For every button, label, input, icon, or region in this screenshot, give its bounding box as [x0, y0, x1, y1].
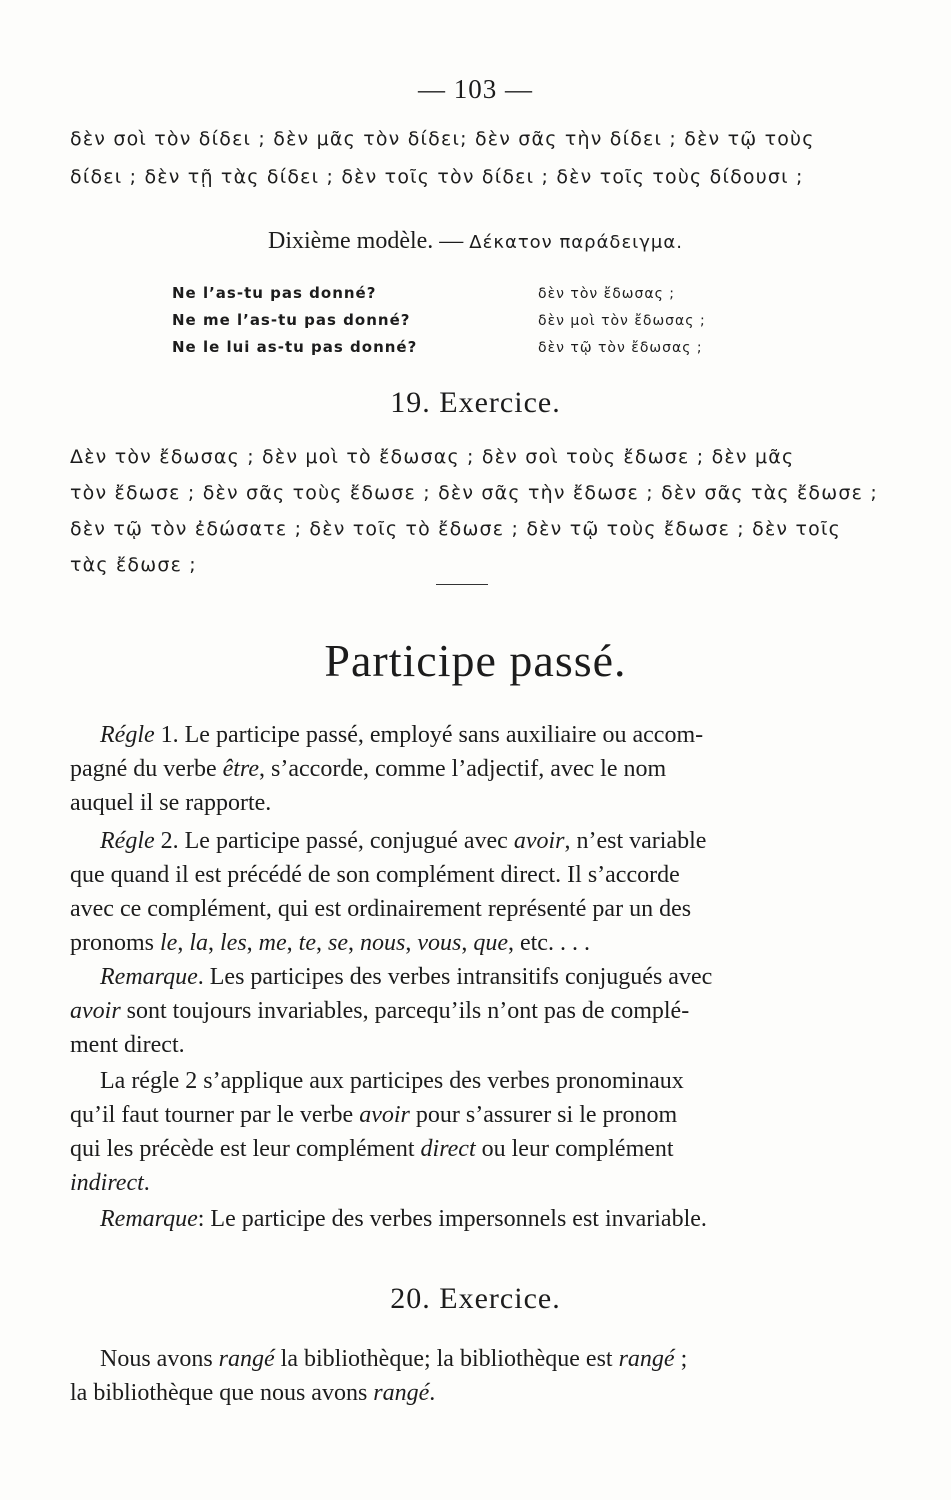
remarque-label: Remarque [100, 1206, 198, 1232]
note-line: qui les précède est leur complément direct ou leur complément [70, 1136, 674, 1162]
regle-label: Régle [100, 722, 155, 748]
model-heading-fr: Dixième modèle. — [268, 228, 464, 254]
model-row-gr: δὲν μοὶ τὸν ἔδωσας ; [538, 313, 706, 329]
greek-line: Δὲν τὸν ἔδωσας ; δὲν μοὶ τὸ ἔδωσας ; δὲν σοὶ τοὺς ἔδωσε ; δὲν μᾶς [70, 446, 795, 468]
regle1-line: Régle 1. Le participe passé, employé sans auxiliaire ou accom- [100, 722, 704, 748]
model-heading [0, 228, 951, 255]
remarque1-line: avoir sont toujours invariables, parcequ’ils n’ont pas de complé- [70, 998, 690, 1024]
regle-label: Régle [100, 828, 155, 854]
note-line: qu’il faut tourner par le verbe avoir pour s’assurer si le pronom [70, 1102, 678, 1128]
greek-line: τὸν ἔδωσε ; δὲν σᾶς τοὺς ἔδωσε ; δὲν σᾶς τὴν ἔδωσε ; δὲν σᾶς τὰς ἔδωσε ; [70, 482, 878, 504]
model-row-gr: δὲν τῷ τὸν ἔδωσας ; [538, 340, 703, 356]
page-number: — 103 — [418, 74, 533, 104]
greek-line: τὰς ἔδωσε ; [70, 554, 197, 576]
remarque1-line: ment direct. [70, 1032, 185, 1058]
regle1-line: pagné du verbe être, s’accorde, comme l’adjectif, avec le nom [70, 756, 667, 782]
regle2-line: Régle 2. Le participe passé, conjugué avec avoir, n’est variable [100, 828, 707, 854]
model-row-gr: δὲν τὸν ἔδωσας ; [538, 286, 676, 302]
remarque2-line: Remarque: Le participe des verbes impersonnels est invariable. [100, 1206, 707, 1232]
greek-line: δὲν τῷ τὸν ἐδώσατε ; δὲν τοῖς τὸ ἔδωσε ; δὲν τῷ τοὺς ἔδωσε ; δὲν τοῖς [70, 518, 841, 540]
remarque-label: Remarque [100, 964, 198, 990]
exercise-20-title: 20. Exercice. [390, 1282, 561, 1315]
regle2-line: pronoms le, la, les, me, te, se, nous, vous, que, etc. . . . [70, 930, 590, 956]
greek-line: δὲν σοὶ τὸν δίδει ; δὲν μᾶς τὸν δίδει; δὲν σᾶς τὴν δίδει ; δὲν τῷ τοὺς [70, 128, 815, 150]
exercise20-line: Nous avons rangé la bibliothèque; la bibliothèque est rangé ; [100, 1346, 688, 1372]
regle1-line: auquel il se rapporte. [70, 790, 272, 816]
model-row-fr: Ne l’as-tu pas donné? [172, 284, 377, 302]
note-line: La régle 2 s’applique aux participes des verbes pronominaux [100, 1068, 684, 1094]
model-heading-gr: Δέκατον παράδειγμα. [469, 232, 683, 253]
exercise-19-title: 19. Exercice. [390, 386, 561, 419]
regle2-line: que quand il est précédé de son complément direct. Il s’accorde [70, 862, 680, 888]
divider [436, 584, 488, 585]
model-row-fr: Ne le lui as-tu pas donné? [172, 338, 418, 356]
regle2-line: avec ce complément, qui est ordinairement représenté par un des [70, 896, 692, 922]
exercise20-line: la bibliothèque que nous avons rangé. [70, 1380, 436, 1406]
remarque1-line: Remarque. Les participes des verbes intransitifs conjugués avec [100, 964, 713, 990]
model-row-fr: Ne me l’as-tu pas donné? [172, 311, 411, 329]
note-line: indirect. [70, 1170, 150, 1196]
section-title: Participe passé. [324, 635, 627, 686]
greek-line: δίδει ; δὲν τῇ τὰς δίδει ; δὲν τοῖς τὸν δίδει ; δὲν τοῖς τοὺς δίδουσι ; [70, 166, 804, 188]
